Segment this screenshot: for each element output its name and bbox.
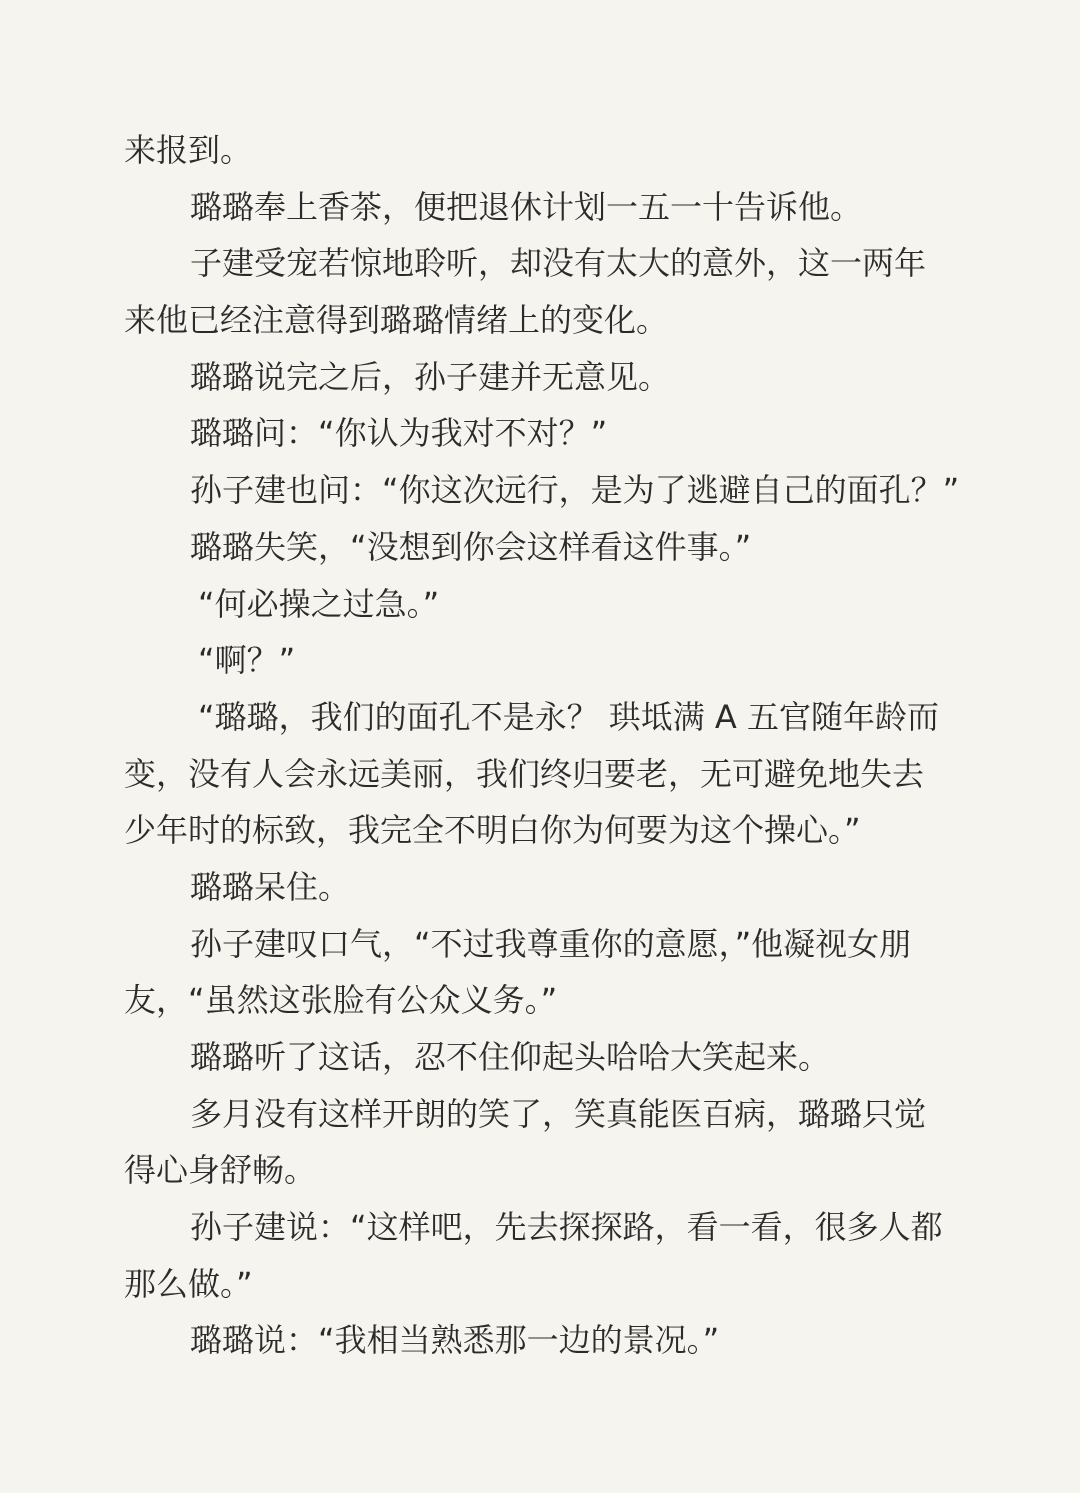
text-line: 来他已经注意得到璐璐情绪上的变化。 [124, 301, 669, 340]
text-line: 璐璐问：“你认为我对不对？” [190, 414, 608, 453]
text-line: 孙子建也问：“你这次远行，是为了逃避自己的面孔？” [190, 471, 960, 510]
text-line: 变，没有人会永远美丽，我们终归要老，无可避免地失去 [124, 754, 925, 793]
text-line: 少年时的标致，我完全不明白你为何要为这个操心。” [124, 811, 861, 850]
text-line: 孙子建说：“这样吧，先去探探路，看一看，很多人都 [190, 1208, 943, 1247]
text-line: 璐璐失笑，“没想到你会这样看这件事。” [190, 527, 752, 566]
text-line: 璐璐听了这话，忍不住仰起头哈哈大笑起来。 [190, 1038, 831, 1076]
text-line: 多月没有这样开朗的笑了，笑真能医百病，璐璐只觉 [190, 1094, 927, 1133]
text-line: 璐璐呆住。 [190, 867, 351, 906]
text-line: 得心身舒畅。 [124, 1151, 317, 1190]
text-line: “啊？” [198, 641, 296, 680]
book-page-text [124, 122, 958, 1369]
text-line: 子建受宠若惊地聆听，却没有太大的意外，这一两年 [190, 244, 927, 283]
text-line: 孙子建叹口气，“不过我尊重你的意愿，”他凝视女朋 [190, 924, 912, 963]
text-line: 来报到。 [124, 131, 253, 169]
text-line: 友，“虽然这张脸有公众义务。” [124, 981, 558, 1020]
text-line: “璐璐，我们的面孔不是永？ 珙坻满 A 五官随年龄而 [198, 697, 939, 736]
text-line: 璐璐奉上香茶，便把退休计划一五一十告诉他。 [190, 187, 863, 226]
text-line: 璐璐说：“我相当熟悉那一边的景况。” [190, 1321, 720, 1360]
text-line: 璐璐说完之后，孙子建并无意见。 [190, 357, 671, 396]
text-line: 那么做。” [124, 1264, 253, 1303]
text-line: “何必操之过急。” [198, 584, 440, 623]
